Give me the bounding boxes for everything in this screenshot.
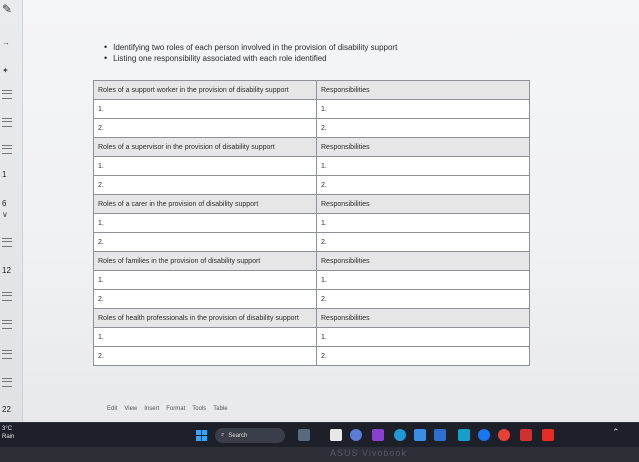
table-row[interactable]: [94, 347, 530, 366]
table-row[interactable]: [94, 100, 530, 119]
role-cell[interactable]: 2.: [94, 119, 317, 138]
responsibility-header-cell: Responsibilities: [317, 81, 530, 100]
table-header-row: [94, 309, 530, 328]
role-header-cell: Roles of a carer in the provision of disability support: [94, 195, 317, 214]
table-header-row: [94, 195, 530, 214]
menu-format[interactable]: Format: [166, 406, 186, 412]
facebook-icon[interactable]: [478, 429, 490, 441]
table-header-row: [94, 81, 530, 100]
task-view-icon[interactable]: [330, 429, 342, 441]
app-icon[interactable]: [458, 429, 470, 441]
outline-icon[interactable]: [2, 90, 12, 99]
table-header-row: [94, 138, 530, 157]
role-header-cell: Roles of a supervisor in the provision of disability support: [94, 138, 317, 157]
windows-start-icon[interactable]: [196, 430, 207, 441]
responsibility-cell[interactable]: 1.: [317, 157, 530, 176]
table-row[interactable]: [94, 119, 530, 138]
outline-icon[interactable]: [2, 145, 12, 154]
arrow-icon[interactable]: →: [2, 38, 10, 47]
table-row[interactable]: [94, 233, 530, 252]
outline-icon[interactable]: [2, 292, 12, 301]
responsibility-header-cell: Responsibilities: [317, 309, 530, 328]
table-header-row: [94, 252, 530, 271]
brand-logo: ASUS Vivobook: [330, 448, 407, 458]
outline-icon[interactable]: [2, 350, 12, 359]
file-explorer-icon[interactable]: [414, 429, 426, 441]
line-number: 6: [2, 199, 7, 208]
weather-temp: 3°C: [2, 426, 13, 432]
menu-bar: [107, 406, 228, 412]
role-cell[interactable]: 2.: [94, 290, 317, 309]
role-header-cell: Roles of a support worker in the provision of disability support: [94, 81, 317, 100]
role-cell[interactable]: 2.: [94, 176, 317, 195]
roles-table: [93, 80, 530, 366]
table-row[interactable]: [94, 271, 530, 290]
responsibility-cell[interactable]: 2.: [317, 176, 530, 195]
menu-table[interactable]: Table: [213, 406, 228, 412]
role-cell[interactable]: 1.: [94, 328, 317, 347]
table-row[interactable]: [94, 214, 530, 233]
chat-icon[interactable]: [350, 429, 362, 441]
instruction-item: • Listing one responsibility associated with each role identified: [104, 53, 397, 64]
menu-edit[interactable]: Edit: [107, 406, 118, 412]
line-number: 22: [2, 405, 11, 414]
table-row[interactable]: [94, 176, 530, 195]
chevron-up-icon[interactable]: ⌃: [612, 427, 620, 437]
taskbar: [0, 422, 639, 448]
instruction-list: [104, 42, 397, 64]
outline-icon[interactable]: [2, 378, 12, 387]
menu-tools[interactable]: Tools: [192, 406, 207, 412]
outline-icon[interactable]: [2, 238, 12, 247]
pin-icon[interactable]: ✦: [2, 66, 9, 75]
weather-condition: Rain: [2, 434, 15, 440]
outline-icon[interactable]: [2, 320, 12, 329]
chevron-down-icon[interactable]: ∨: [2, 210, 8, 219]
search-label: Search: [228, 432, 248, 439]
search-icon: ⌕: [221, 432, 225, 438]
role-header-cell: Roles of health professionals in the provision of disability support: [94, 309, 317, 328]
app-icon[interactable]: [372, 429, 384, 441]
responsibility-cell[interactable]: 2.: [317, 347, 530, 366]
laptop-bezel: [0, 447, 639, 462]
responsibility-header-cell: Responsibilities: [317, 195, 530, 214]
widgets-icon[interactable]: [298, 429, 310, 441]
role-cell[interactable]: 1.: [94, 157, 317, 176]
netflix-icon[interactable]: [520, 429, 532, 441]
table-row[interactable]: [94, 290, 530, 309]
role-cell[interactable]: 1.: [94, 214, 317, 233]
line-number: 12: [2, 266, 11, 275]
weather-widget[interactable]: [2, 425, 14, 441]
role-cell[interactable]: 1.: [94, 271, 317, 290]
role-header-cell: Roles of families in the provision of disability support: [94, 252, 317, 271]
role-cell[interactable]: 2.: [94, 233, 317, 252]
menu-view[interactable]: View: [124, 406, 138, 412]
youtube-icon[interactable]: [542, 429, 554, 441]
role-cell[interactable]: 2.: [94, 347, 317, 366]
line-number: 1: [2, 170, 7, 179]
responsibility-header-cell: Responsibilities: [317, 138, 530, 157]
left-gutter: [0, 0, 23, 422]
instruction-item: • Identifying two roles of each person involved in the provision of disability support: [104, 42, 397, 53]
edge-icon[interactable]: [394, 429, 406, 441]
outline-icon[interactable]: [2, 118, 12, 127]
table-row[interactable]: [94, 157, 530, 176]
store-icon[interactable]: [434, 429, 446, 441]
responsibility-cell[interactable]: 1.: [317, 214, 530, 233]
responsibility-cell[interactable]: 1.: [317, 328, 530, 347]
table-row[interactable]: [94, 328, 530, 347]
responsibility-cell[interactable]: 1.: [317, 271, 530, 290]
responsibility-header-cell: Responsibilities: [317, 252, 530, 271]
document-logo-icon: ✎: [2, 2, 13, 16]
responsibility-cell[interactable]: 2.: [317, 233, 530, 252]
responsibility-cell[interactable]: 2.: [317, 290, 530, 309]
role-cell[interactable]: 1.: [94, 100, 317, 119]
chrome-icon[interactable]: [498, 429, 510, 441]
taskbar-search[interactable]: [215, 428, 285, 443]
responsibility-cell[interactable]: 2.: [317, 119, 530, 138]
menu-insert[interactable]: Insert: [144, 406, 160, 412]
responsibility-cell[interactable]: 1.: [317, 100, 530, 119]
